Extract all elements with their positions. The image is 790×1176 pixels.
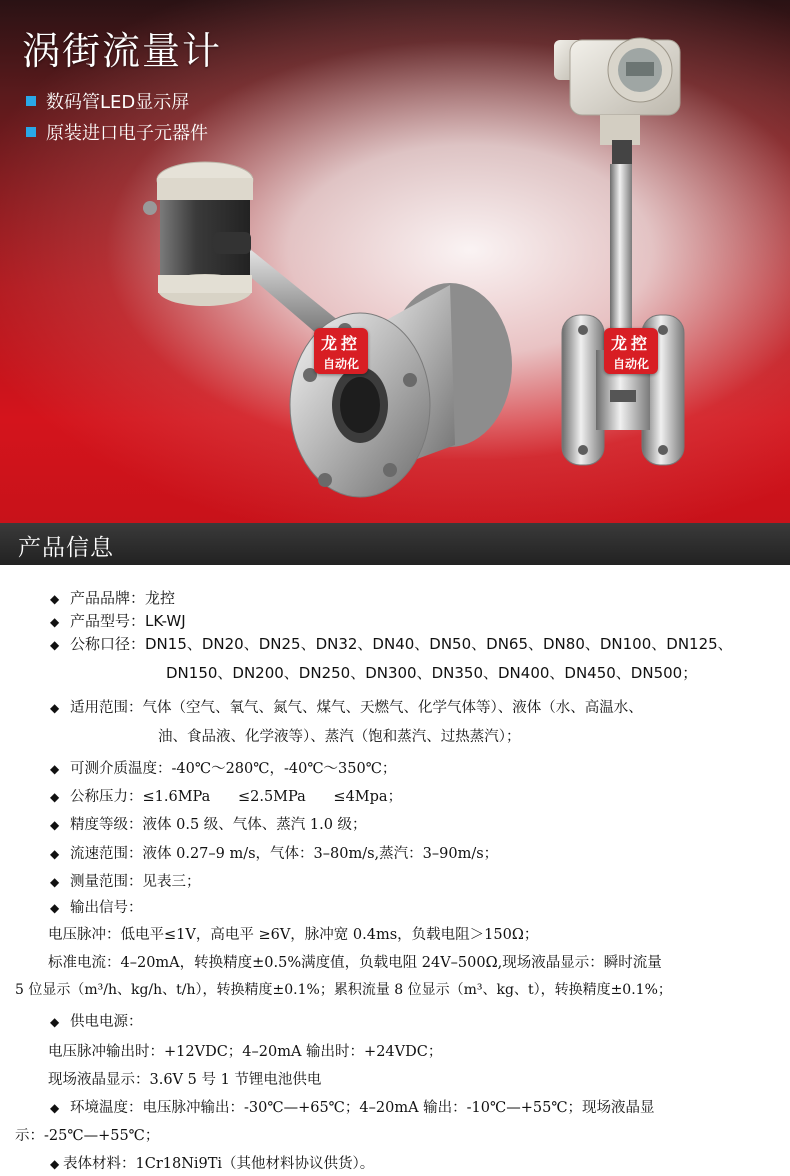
diamond-bullet-icon: ◆ bbox=[50, 818, 60, 832]
spec-model: 产品型号：LK-WJ bbox=[70, 612, 186, 630]
bullet-square-icon bbox=[26, 127, 36, 137]
spec-item bbox=[50, 696, 643, 717]
spec-pressure: 公称压力：≤1.6MPa ≤2.5MPa ≤4Mpa； bbox=[70, 789, 403, 805]
spec-item bbox=[50, 842, 498, 863]
spec-list bbox=[0, 565, 790, 1176]
diamond-bullet-icon: ◆ bbox=[50, 875, 60, 889]
diamond-bullet-icon: ◆ bbox=[50, 901, 60, 915]
feature-label: 数码管LED显示屏 bbox=[46, 92, 190, 113]
badge-line1: 龙控 bbox=[610, 334, 651, 353]
spec-power-line: 电压脉冲输出时：+12VDC；4–20mA 输出时：+24VDC； bbox=[48, 1044, 443, 1060]
section-header bbox=[0, 523, 790, 565]
spec-item bbox=[50, 633, 733, 654]
spec-item bbox=[50, 1096, 655, 1117]
spec-output-pulse: 电压脉冲：低电平≤1V，高电平 ≥6V，脉冲宽 0.4ms，负载电阻＞150Ω； bbox=[48, 927, 539, 943]
brand-badge bbox=[314, 328, 368, 374]
diamond-bullet-icon: ◆ bbox=[50, 638, 60, 652]
spec-item bbox=[50, 1152, 374, 1173]
spec-output-title: 输出信号： bbox=[70, 900, 143, 916]
spec-output-current-continued: 5 位显示（m³/h、kg/h、t/h），转换精度±0.1%；累积流量 8 位显示（m³、kg、t），转换精度±0.1%； bbox=[15, 982, 672, 998]
diamond-bullet-icon: ◆ bbox=[50, 1101, 60, 1115]
diamond-bullet-icon: ◆ bbox=[50, 790, 60, 804]
spec-material: 表体材料：1Cr18Ni9Ti（其他材料协议供货）。 bbox=[63, 1156, 375, 1172]
spec-diameter-continued: DN150、DN200、DN250、DN300、DN350、DN400、DN450、DN500； bbox=[166, 664, 698, 682]
spec-diameter: 公称口径：DN15、DN20、DN25、DN32、DN40、DN50、DN65、DN80、DN100、DN125、 bbox=[70, 635, 733, 653]
diamond-bullet-icon: ◆ bbox=[50, 701, 60, 715]
spec-output-current: 标准电流：4–20mA，转换精度±0.5%满度值，负载电阻 24V–500Ω,现场液晶显示：瞬时流量 bbox=[48, 955, 662, 971]
diamond-bullet-icon: ◆ bbox=[50, 1157, 60, 1171]
diamond-bullet-icon: ◆ bbox=[50, 847, 60, 861]
feature-item bbox=[26, 119, 208, 145]
diamond-bullet-icon: ◆ bbox=[50, 1015, 60, 1029]
bullet-square-icon bbox=[26, 96, 36, 106]
spec-item bbox=[50, 757, 396, 778]
diamond-bullet-icon: ◆ bbox=[50, 762, 60, 776]
diamond-bullet-icon: ◆ bbox=[50, 615, 60, 629]
spec-item bbox=[50, 896, 143, 917]
spec-brand: 产品品牌：龙控 bbox=[70, 589, 176, 607]
feature-label: 原装进口电子元器件 bbox=[46, 123, 208, 144]
flowmeter-vertical-image bbox=[540, 30, 700, 470]
spec-temperature: 可测介质温度：-40℃～280℃，-40℃～350℃； bbox=[70, 761, 397, 777]
spec-environment-continued: 示：-25℃—+55℃； bbox=[15, 1128, 160, 1144]
spec-item bbox=[50, 1010, 143, 1031]
spec-item bbox=[50, 813, 367, 834]
badge-line2: 自动化 bbox=[612, 357, 649, 371]
badge-line2: 自动化 bbox=[322, 357, 359, 371]
spec-range-continued: 油、食品液、化学液等）、蒸汽（饱和蒸汽、过热蒸汽）； bbox=[158, 729, 521, 745]
badge-line1: 龙控 bbox=[320, 334, 361, 353]
spec-range: 适用范围：气体（空气、氧气、氮气、煤气、天燃气、化学气体等）、液体（水、高温水、 bbox=[70, 700, 643, 716]
spec-item bbox=[50, 610, 186, 631]
spec-item bbox=[50, 785, 402, 806]
section-title: 产品信息 bbox=[18, 535, 114, 561]
spec-accuracy: 精度等级：液体 0.5 级、气体、蒸汽 1.0 级； bbox=[70, 817, 367, 833]
spec-velocity: 流速范围：液体 0.27–9 m/s，气体：3–80m/s,蒸汽：3–90m/s； bbox=[70, 846, 499, 862]
spec-power-line: 现场液晶显示：3.6V 5 号 1 节锂电池供电 bbox=[48, 1072, 322, 1088]
spec-item bbox=[50, 870, 201, 891]
hero-banner bbox=[0, 0, 790, 523]
spec-measure: 测量范围：见表三； bbox=[70, 874, 201, 890]
spec-environment: 环境温度：电压脉冲输出：-30℃—+65℃；4–20mA 输出：-10℃—+55℃；现场液晶显 bbox=[70, 1100, 655, 1116]
diamond-bullet-icon: ◆ bbox=[50, 592, 60, 606]
brand-badge bbox=[604, 328, 658, 374]
feature-item bbox=[26, 88, 189, 114]
spec-power-title: 供电电源： bbox=[70, 1014, 143, 1030]
spec-item bbox=[50, 587, 175, 608]
page-title: 涡街流量计 bbox=[22, 29, 223, 73]
